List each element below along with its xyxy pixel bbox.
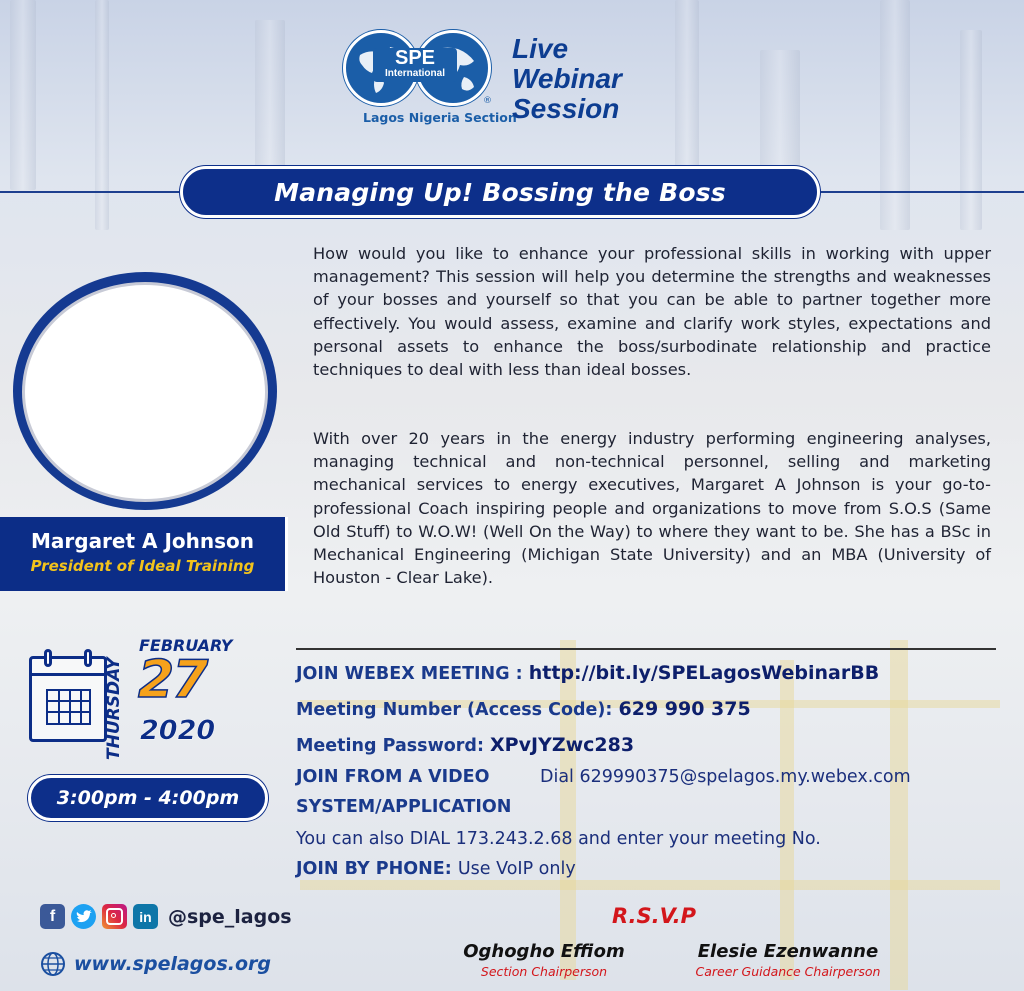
rsvp-contact	[668, 941, 908, 979]
rsvp-heading: R.S.V.P	[612, 904, 696, 928]
contact-title: Career Guidance Chairperson	[695, 964, 881, 979]
logo-subtext: International	[384, 68, 445, 79]
meeting-number-line	[296, 698, 751, 720]
speaker-role: President of Ideal Training	[30, 557, 255, 575]
globe-icon	[40, 951, 66, 977]
video-join-label-2: SYSTEM/APPLICATION	[296, 797, 512, 817]
video-join-line-2	[296, 797, 511, 817]
divider	[296, 648, 996, 650]
contact-title: Section Chairperson	[480, 964, 608, 979]
session-type	[512, 34, 622, 124]
session-type-line: Live	[512, 33, 569, 64]
background-pipe	[780, 660, 794, 980]
website-link[interactable]: www.spelagos.org	[74, 953, 271, 975]
video-dial: Dial 629990375@spelagos.my.webex.com	[540, 767, 911, 787]
calendar-ring	[84, 649, 92, 667]
registered-mark: ®	[483, 96, 492, 106]
webex-join-link[interactable]: http://bit.ly/SPELagosWebinarBB	[528, 662, 880, 684]
facebook-icon[interactable]: f	[40, 904, 65, 929]
meeting-number-label: Meeting Number (Access Code):	[296, 700, 619, 720]
background-pipe	[300, 880, 1000, 890]
calendar-ring	[44, 649, 52, 667]
phone-join-line	[296, 859, 576, 879]
description-paragraph: How would you like to enhance your professional skills in working with upper management? This session will help you determine the strengths and weaknesses of your bosses and yourself so that you can be able to partner together more effectively. You would assess, examine and clarify work styles, expectations and personal assets to enhance the boss/surbodinate relationship and practice techniques to deal with less than ideal bosses.	[313, 244, 991, 380]
session-type-line: Session	[512, 93, 620, 124]
video-join-line	[296, 767, 490, 787]
background-pipe	[560, 640, 576, 980]
logo-text: SPE	[394, 47, 436, 69]
website	[40, 951, 271, 977]
dial-note: You can also DIAL 173.243.2.68 and enter your meeting No.	[296, 829, 821, 849]
background-tower	[10, 0, 36, 190]
meeting-number-value: 629 990 375	[618, 698, 751, 720]
meeting-password-line	[296, 734, 634, 756]
calendar-grid	[46, 689, 91, 725]
phone-join-label: JOIN BY PHONE:	[296, 859, 458, 879]
background-pipe	[890, 640, 908, 990]
meeting-password-label: Meeting Password:	[296, 736, 491, 756]
social-links	[40, 904, 292, 929]
instagram-icon[interactable]	[102, 904, 127, 929]
calendar-bar	[32, 673, 104, 676]
webex-join-label: JOIN WEBEX MEETING :	[296, 664, 529, 684]
session-type-line: Webinar	[512, 63, 622, 94]
background-tower	[960, 30, 982, 230]
background-tower	[880, 0, 910, 230]
bio-paragraph: With over 20 years in the energy industry performing engineering analyses, managing technical and non-technical personnel, selling and marketing mechanical services to energy executives, Margaret A Johnson is your go-to-professional Coach inspiring people and organizations to move from S.O.S (Same Old Stuff) to W.O.W! (Well On the Way) to where they want to be. She has a BSc in Mechanical Engineering (Michigan State University) and an MBA (University of Houston - Clear Lake).	[313, 429, 991, 588]
twitter-icon[interactable]	[71, 904, 96, 929]
session-title: Managing Up! Bossing the Boss	[180, 166, 820, 218]
contact-name: Oghogho Effiom	[463, 941, 625, 962]
contact-name: Elesie Ezenwanne	[697, 941, 879, 962]
phone-join-value: Use VoIP only	[457, 859, 576, 879]
event-time: 3:00pm - 4:00pm	[28, 775, 268, 821]
video-join-label: JOIN FROM A VIDEO	[296, 767, 490, 787]
event-month: FEBRUARY	[139, 636, 233, 655]
event-year: 2020	[140, 715, 216, 746]
speaker-photo	[22, 282, 268, 502]
meeting-password-value: XPvJYZwc283	[490, 734, 635, 756]
background-tower	[255, 20, 285, 170]
spe-logo	[343, 30, 517, 130]
rsvp-contact	[444, 941, 644, 979]
event-day: 27	[138, 650, 207, 710]
linkedin-icon[interactable]: in	[133, 904, 158, 929]
social-handle[interactable]: @spe_lagos	[168, 905, 292, 928]
speaker-name: Margaret A Johnson	[30, 529, 254, 553]
background-tower	[95, 0, 109, 230]
webex-join-line	[296, 662, 879, 684]
event-weekday: THURSDAY	[104, 657, 124, 760]
calendar-icon	[29, 656, 107, 742]
logo-section: Lagos Nigeria Section	[363, 110, 517, 125]
speaker-card	[0, 517, 288, 591]
